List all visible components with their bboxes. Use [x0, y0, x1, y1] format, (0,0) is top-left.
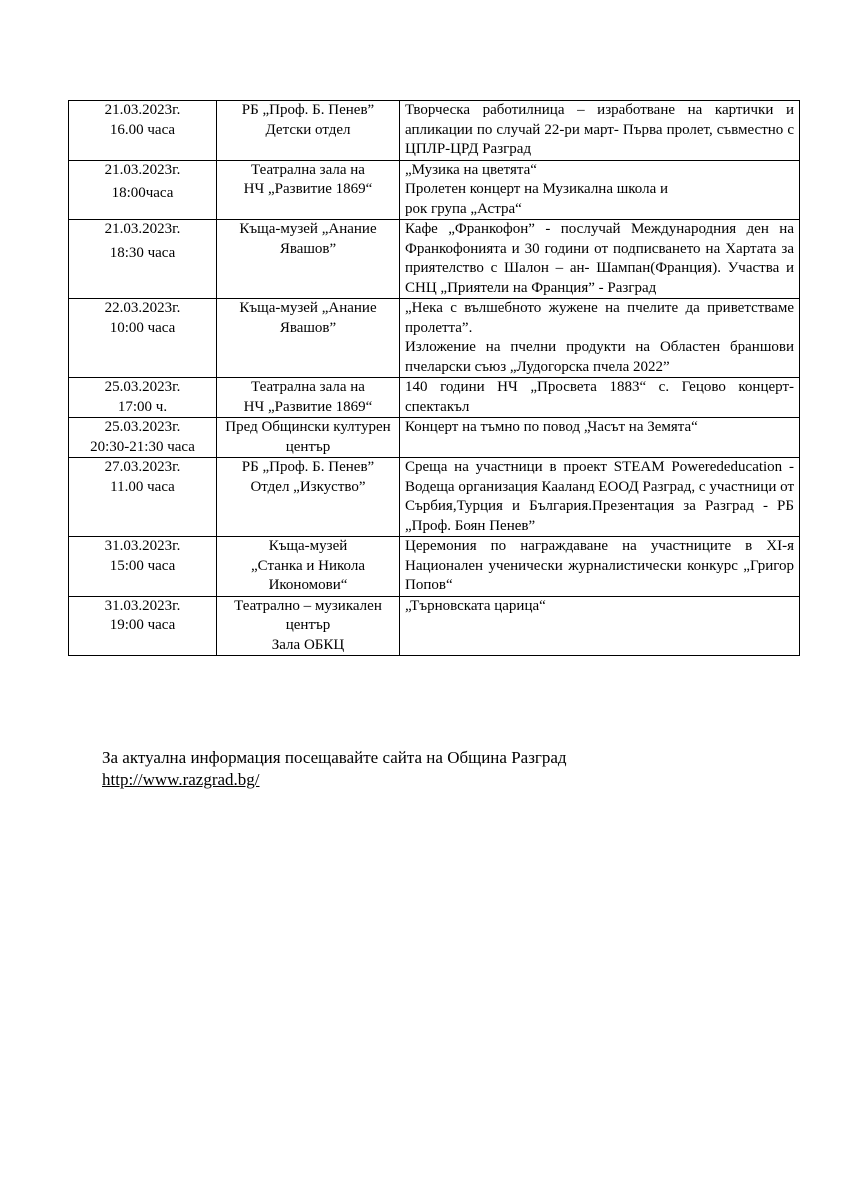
event-description-cell — [400, 378, 800, 418]
event-venue-line: Икономови“ — [268, 577, 348, 593]
event-row — [69, 596, 800, 656]
event-venue-line: РБ „Проф. Б. Пенев” — [241, 102, 375, 118]
event-venue-line: Детски отдел — [265, 121, 351, 138]
footer-info: За актуална информация посещавайте сайта на Община Разград — [102, 748, 567, 767]
event-row — [69, 220, 800, 299]
event-venue-line: Отдел „Изкуство” — [250, 478, 366, 495]
event-row — [69, 160, 800, 220]
event-venue-line: Къща-музей „Анание — [239, 300, 377, 316]
event-datetime-cell — [69, 101, 217, 161]
event-description-cell — [400, 101, 800, 161]
event-datetime-cell — [69, 596, 217, 656]
event-datetime-cell — [69, 378, 217, 418]
event-datetime-cell — [69, 299, 217, 378]
event-venue-line: Театрална зала на — [251, 379, 365, 395]
event-venue-line: център — [285, 617, 331, 633]
event-date: 31.03.2023г. — [104, 597, 181, 614]
event-description-line: 140 години НЧ „Просвета 1883“ с. Гецово концерт-спектакъл — [405, 379, 794, 415]
event-time: 17:00 ч. — [117, 398, 168, 415]
event-time: 11.00 часа — [110, 478, 175, 495]
event-description-line: „Търновската царица“ — [405, 597, 546, 614]
event-description-line: Церемония по награждаване на участниците в XI-я Национален ученически журналистически конкурс „Григор Попов“ — [405, 538, 794, 593]
event-venue-cell — [217, 537, 400, 597]
event-time: 18:00часа — [111, 185, 174, 201]
event-venue-line: НЧ „Развитие 1869“ — [243, 181, 373, 197]
event-description-line: „Нека с вълшебното жужене на пчелите да приветстваме пролетта”. — [405, 300, 794, 336]
footer-link[interactable]: http://www.razgrad.bg/ — [102, 770, 260, 789]
event-venue-line: Къща-музей „Анание — [239, 221, 377, 237]
event-venue-cell — [217, 596, 400, 656]
event-venue-line: Театрална зала на — [251, 161, 365, 178]
event-description-cell — [400, 596, 800, 656]
event-description-line: Изложение на пчелни продукти на Областен браншови пчеларски съюз „Лудогорска пчела 2022” — [405, 339, 794, 375]
event-description-line: рок група „Астра“ — [405, 200, 522, 217]
event-venue-cell — [217, 220, 400, 299]
event-time: 16.00 часа — [109, 121, 176, 138]
event-row — [69, 537, 800, 597]
event-datetime-cell — [69, 220, 217, 299]
event-description-cell — [400, 160, 800, 220]
event-venue-line: Явашов” — [279, 319, 337, 336]
event-description-cell — [400, 299, 800, 378]
event-date: 21.03.2023г. — [104, 102, 181, 118]
event-time: 20:30-21:30 часа — [90, 438, 195, 455]
event-description-cell — [400, 220, 800, 299]
event-venue-line: НЧ „Развитие 1869“ — [243, 398, 373, 415]
event-time: 10:00 часа — [109, 319, 176, 336]
event-description-line: Пролетен концерт на Музикална школа и — [405, 181, 669, 197]
event-date: 31.03.2023г. — [104, 538, 181, 554]
event-datetime-cell — [69, 458, 217, 537]
event-venue-line: Театрално – музикален — [234, 597, 382, 614]
footer — [102, 747, 567, 791]
event-date: 21.03.2023г. — [104, 221, 181, 237]
event-description-line: Кафе „Франкофон” - послучай Международния ден на Франкофонията и 30 години от подписването на Хартата за приятелство с Шалон – ан- Шампан(Франция). Участва и СНЦ „Приятели на Франция” - Разград — [405, 221, 794, 296]
event-time: 15:00 часа — [109, 557, 176, 574]
event-row — [69, 458, 800, 537]
event-venue-line: Къща-музей — [268, 538, 348, 554]
event-date: 25.03.2023г. — [104, 379, 181, 395]
event-row — [69, 418, 800, 458]
event-time: 18:30 часа — [109, 244, 176, 261]
event-venue-line: център — [285, 438, 331, 455]
event-venue-cell — [217, 160, 400, 220]
event-description-line: Среща на участници в проект STEAM Powerededucation - Водеща организация Кааланд ЕООД Разград, с участници от Сърбия,Турция и България.Презентация за Разград - РБ „Проф. Боян Пенев” — [405, 459, 794, 534]
event-datetime-cell — [69, 418, 217, 458]
event-description-line: Творческа работилница – изработване на картички и апликации по случай 22-ри март- Първа пролет, съвместно с ЦПЛР-ЦРД Разград — [405, 102, 794, 157]
event-description-cell — [400, 458, 800, 537]
event-venue-cell — [217, 418, 400, 458]
event-row — [69, 378, 800, 418]
event-description-cell — [400, 537, 800, 597]
event-venue-cell — [217, 299, 400, 378]
events-table — [68, 100, 800, 656]
event-venue-line: „Станка и Никола — [251, 557, 365, 574]
event-datetime-cell — [69, 537, 217, 597]
event-row — [69, 101, 800, 161]
event-datetime-cell — [69, 160, 217, 220]
event-date: 25.03.2023г. — [104, 419, 181, 435]
event-venue-cell — [217, 101, 400, 161]
event-venue-line: Явашов” — [279, 240, 337, 257]
event-venue-line: Пред Общински културен — [225, 419, 391, 435]
event-description-cell — [400, 418, 800, 458]
event-date: 21.03.2023г. — [104, 161, 181, 178]
event-description-line: Концерт на тъмно по повод „Часът на Земята“ — [405, 419, 698, 435]
event-venue-line: РБ „Проф. Б. Пенев” — [241, 459, 375, 475]
event-date: 27.03.2023г. — [104, 459, 181, 475]
events-table-body — [69, 101, 800, 656]
event-description-line: „Музика на цветята“ — [405, 161, 537, 178]
event-time: 19:00 часа — [109, 617, 176, 633]
event-row — [69, 299, 800, 378]
event-venue-cell — [217, 378, 400, 418]
event-venue-line: Зала ОБКЦ — [271, 636, 345, 653]
event-venue-cell — [217, 458, 400, 537]
event-date: 22.03.2023г. — [104, 300, 181, 316]
